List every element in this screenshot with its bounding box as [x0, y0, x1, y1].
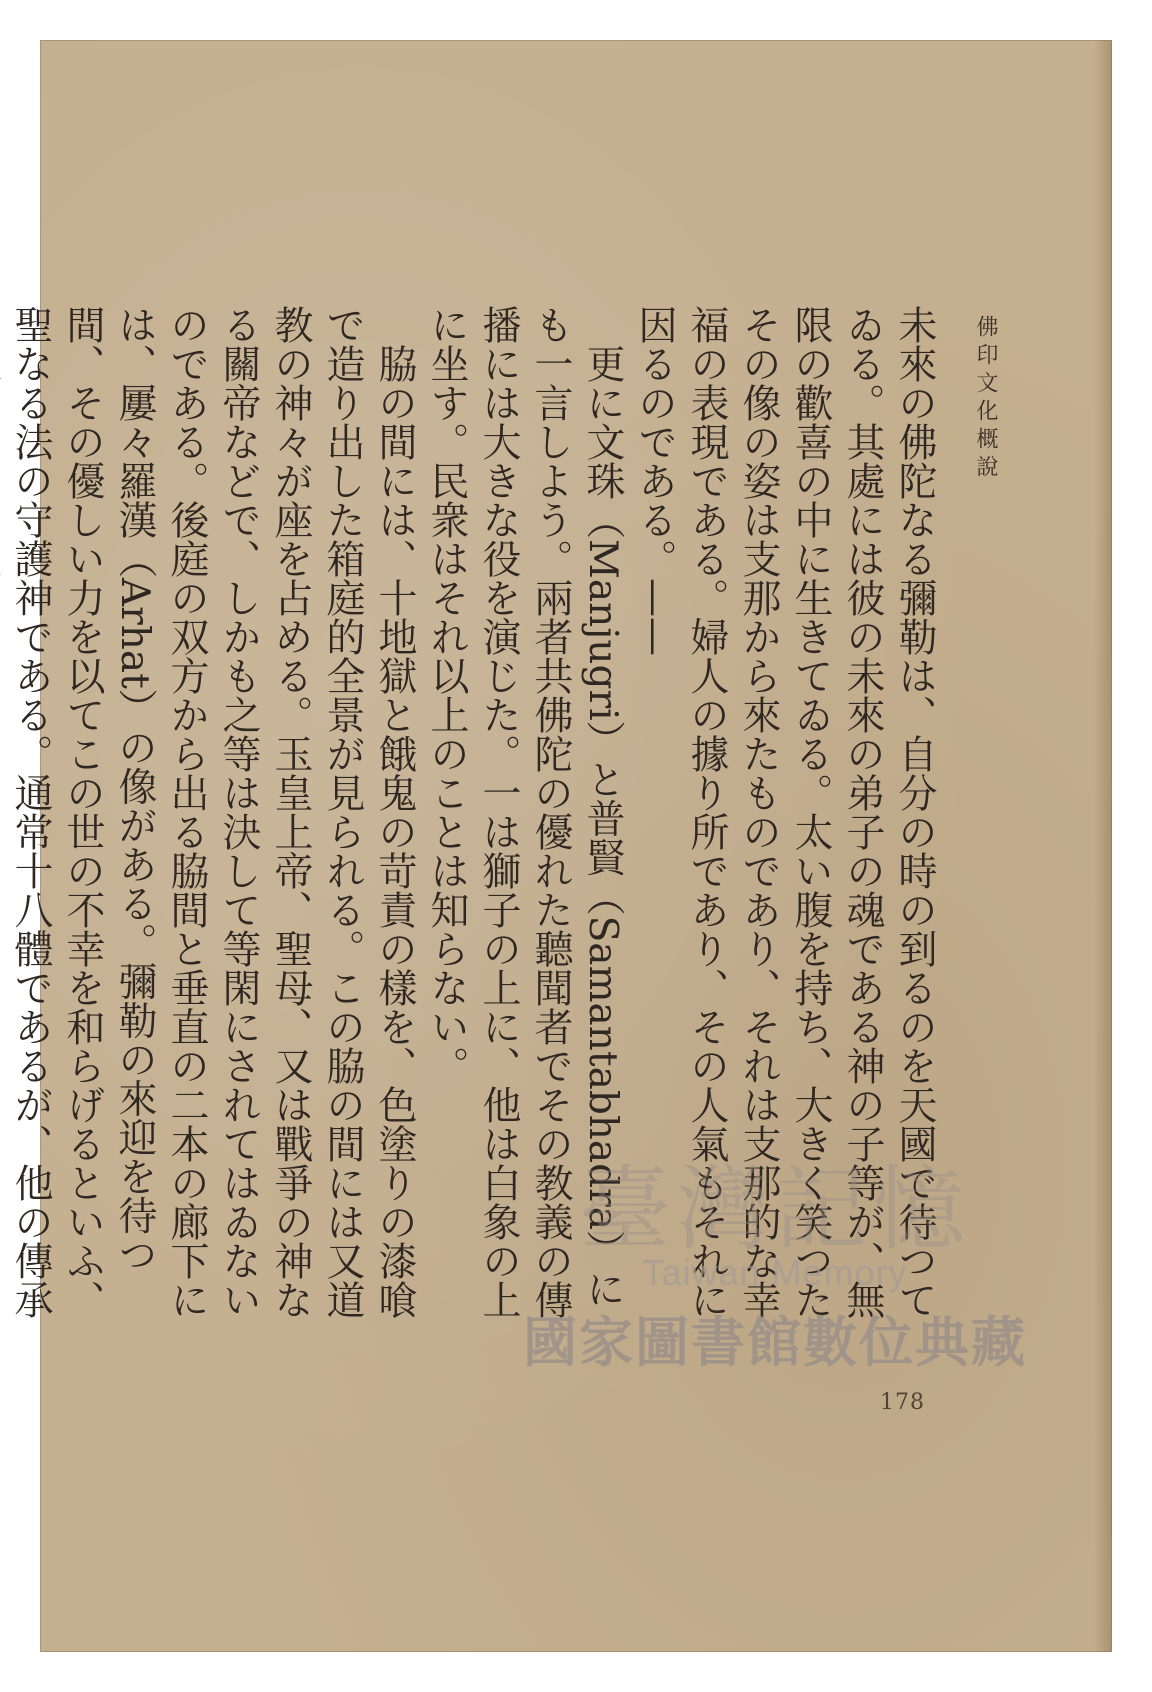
page-number: 178 — [880, 1390, 925, 1415]
watermark-chinese: 國家圖書館數位典藏 — [523, 1311, 1027, 1374]
running-head: 佛印文化概說 — [973, 315, 998, 483]
paragraph-1: 未來の佛陀なる彌勒は、自分の時の到るのを天國で待つてゐる。其處には彼の未來の弟子の魂である神の子等が、無限の歡喜の中に生きてゐる。太い腹を持ち、大きく笑つたその像の姿は支那から來たものであり、それは支那的な幸福の表現である。婦人の據り所であり、その人氣もそれに因るのである。—— — [632, 305, 937, 1319]
page-binding-shadow — [1094, 40, 1112, 1652]
scanned-page — [8, 40, 1112, 1652]
watermark — [515, 1156, 1035, 1380]
paragraph-3: 脇の間には、十地獄と餓鬼の苛責の樣を、色塗りの漆喰で造り出した箱庭的全景が見られる。この脇の間には又道教の神々が座を占める。玉皇上帝、聖母、又は戰爭の神なる關帝などで、しかも之等は決して等閑にされてはゐないのである。後庭の双方から出る脇間と垂直の二本の廊下には、屢々羅漢（Arhat）の像がある。彌勒の來迎を待つ間、その優しい力を以てこの世の不幸を和らげるといふ、聖なる法の守護神である。通常十八體であるが、他の傳承 — [8, 305, 417, 1319]
watermark-calligraphy: 臺灣記憶 — [578, 1156, 971, 1263]
watermark-english: Taiwan Memory — [642, 1252, 908, 1293]
paragraph-2: 更に文珠（Manjugri）と普賢（Samantabhadra）にも一言しよう。兩者共佛陀の優れた聽聞者でその教義の傳播には大きな役を演じた。一は獅子の上に、他は白象の上に坐す。民衆はそれ以上のことは知らない。 — [424, 305, 625, 1319]
